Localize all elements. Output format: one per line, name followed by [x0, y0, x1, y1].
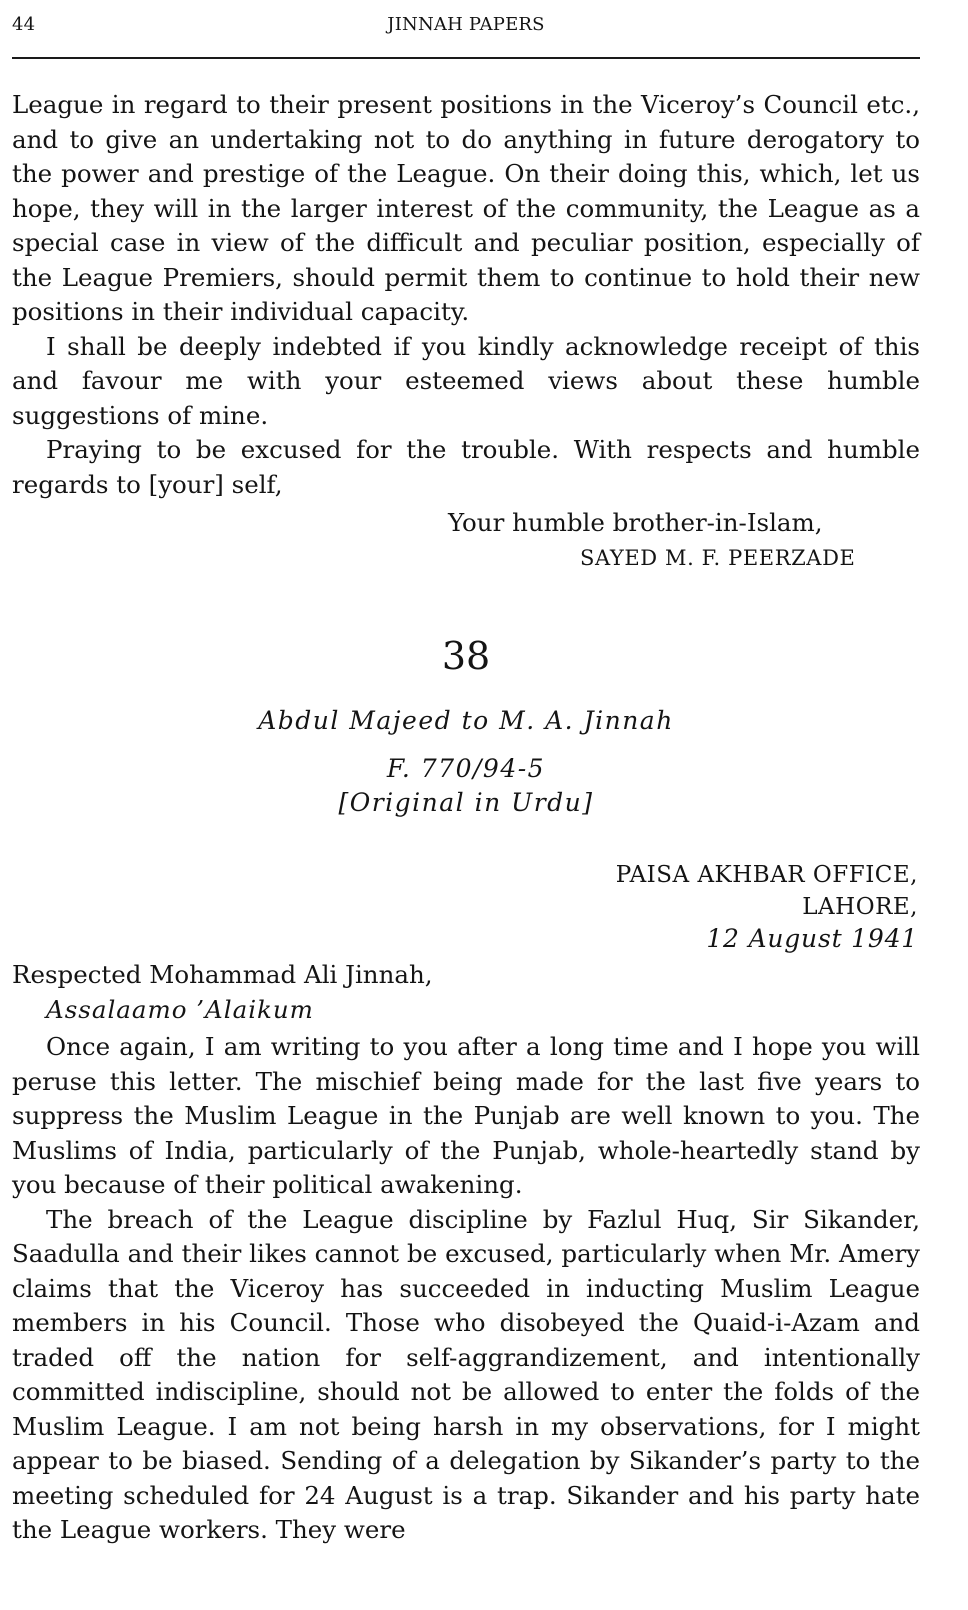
closing-line: Your humble brother-in-Islam,: [448, 508, 823, 537]
paragraph: Praying to be excused for the trouble. With respects and humble regards to [your] self,: [12, 435, 920, 499]
header-rule: [12, 57, 920, 59]
greeting: Assalaamo ’Alaikum: [46, 994, 314, 1024]
document-number: 38: [441, 634, 491, 678]
salutation-block: [12, 958, 433, 1027]
document-title: Abdul Majeed to M. A. Jinnah: [258, 706, 674, 735]
letter-body: [12, 1030, 920, 1548]
original-language-note: [Original in Urdu]: [338, 788, 594, 817]
page-number: 44: [12, 14, 36, 35]
letter-date: 12 August 1941: [706, 924, 918, 953]
book-title: JINNAH PAPERS: [387, 14, 545, 35]
book-page: [12, 0, 920, 1610]
sender-address-line-1: PAISA AKHBAR OFFICE,: [615, 862, 918, 888]
sender-address-line-2: LAHORE,: [802, 894, 918, 920]
salutation: Respected Mohammad Ali Jinnah,: [12, 960, 433, 989]
paragraph: League in regard to their present positions in the Viceroy’s Council etc., and to give an undertaking not to do anything in future derogatory to the power and prestige of the League. On their doing this, which, let us hope, they will in the larger interest of the community, the League as a special case in view of the difficult and peculiar position, especially of the League Premiers, should permit them to continue to hold their new positions in their individual capacity.: [12, 90, 920, 326]
signature: SAYED M. F. PEERZADE: [580, 546, 856, 570]
running-head: [12, 10, 920, 40]
file-reference: F. 770/94-5: [386, 754, 546, 783]
paragraph: Once again, I am writing to you after a long time and I hope you will peruse this letter. The mischief being made for the last five years to suppress the Muslim League in the Punjab are well known to you. The Muslims of India, particularly of the Punjab, whole-heartedly stand by you because of their political awakening.: [12, 1032, 920, 1199]
paragraph: The breach of the League discipline by Fazlul Huq, Sir Sikander, Saadulla and their likes cannot be excused, particularly when Mr. Amery claims that the Viceroy has succeeded in inducting Muslim League members in his Council. Those who disobeyed the Quaid-i-Azam and traded off the nation for self-aggrandizement, and intentionally committed indiscipline, should not be allowed to enter the folds of the Muslim League. I am not being harsh in my observations, for I might appear to be biased. Sending of a delegation by Sikander’s party to the meeting scheduled for 24 August is a trap. Sikander and his party hate the League workers. They were: [12, 1204, 920, 1544]
previous-letter-body: [12, 88, 920, 502]
paragraph: I shall be deeply indebted if you kindly acknowledge receipt of this and favour me with your esteemed views about these humble suggestions of mine.: [12, 331, 920, 430]
